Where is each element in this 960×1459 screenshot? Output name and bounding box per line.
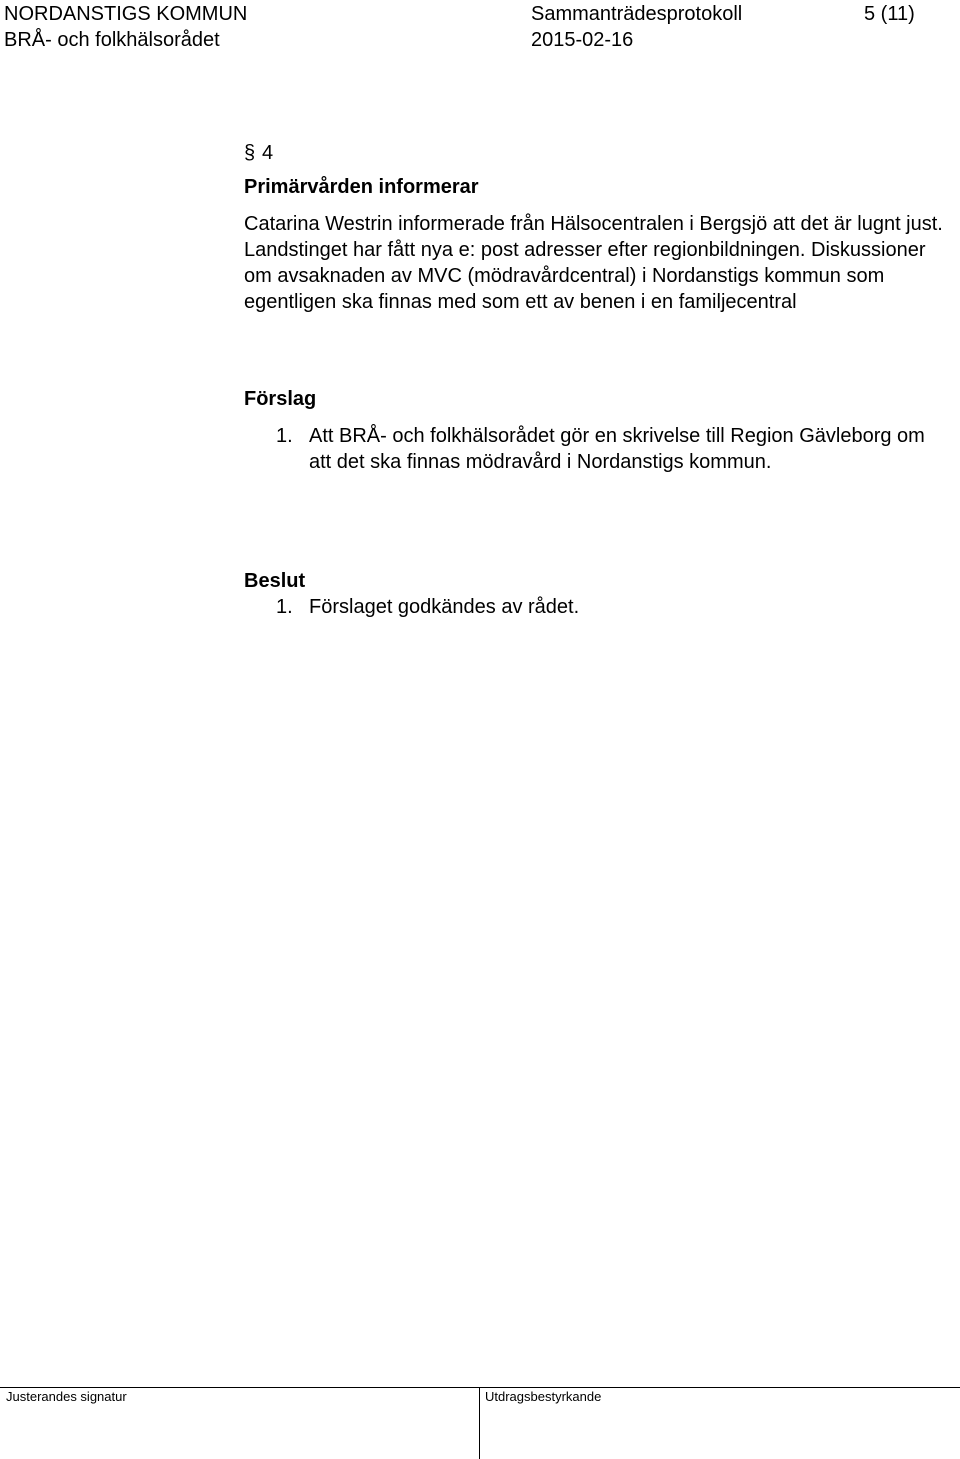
page-number: 5 (11)	[864, 3, 915, 25]
list-item	[244, 594, 944, 620]
paragraph-number	[244, 140, 273, 166]
paragraph-title: Primärvården informerar	[244, 176, 479, 198]
footer-divider	[479, 1387, 480, 1459]
paragraph-body-text: Catarina Westrin informerade från Hälsocentralen i Bergsjö att det är lugnt just. Landstinget har fått nya e: post adresser efter regionbildningen. Diskussioner om avsaknaden av MVC (mödravårdcentral) i Nordanstigs kommun som egentligen ska finnas med som ett av benen i en familjecentral	[244, 213, 943, 313]
certification-label: Utdragsbestyrkande	[485, 1389, 602, 1404]
meeting-date: 2015-02-16	[531, 29, 634, 51]
proposal-heading: Förslag	[244, 388, 317, 410]
organization-name: NORDANSTIGS KOMMUN	[4, 3, 248, 25]
footer-rule	[0, 1387, 960, 1388]
signature-label: Justerandes signatur	[6, 1389, 127, 1404]
list-item-number: 1.	[276, 596, 293, 618]
decision-list	[244, 594, 944, 620]
decision-heading: Beslut	[244, 570, 306, 592]
proposal-list	[244, 423, 944, 475]
list-item	[244, 423, 944, 475]
document-type: Sammanträdesprotokoll	[531, 3, 743, 25]
list-item-number: 1.	[276, 425, 293, 447]
paragraph-body	[244, 211, 944, 315]
board-name: BRÅ- och folkhälsorådet	[4, 29, 220, 51]
section-sign: §	[244, 142, 256, 164]
list-item-text: Att BRÅ- och folkhälsorådet gör en skrivelse till Region Gävleborg om att det ska finnas mödravård i Nordanstigs kommun.	[309, 425, 925, 473]
list-item-text: Förslaget godkändes av rådet.	[309, 596, 580, 618]
paragraph-number-value: 4	[262, 142, 274, 164]
